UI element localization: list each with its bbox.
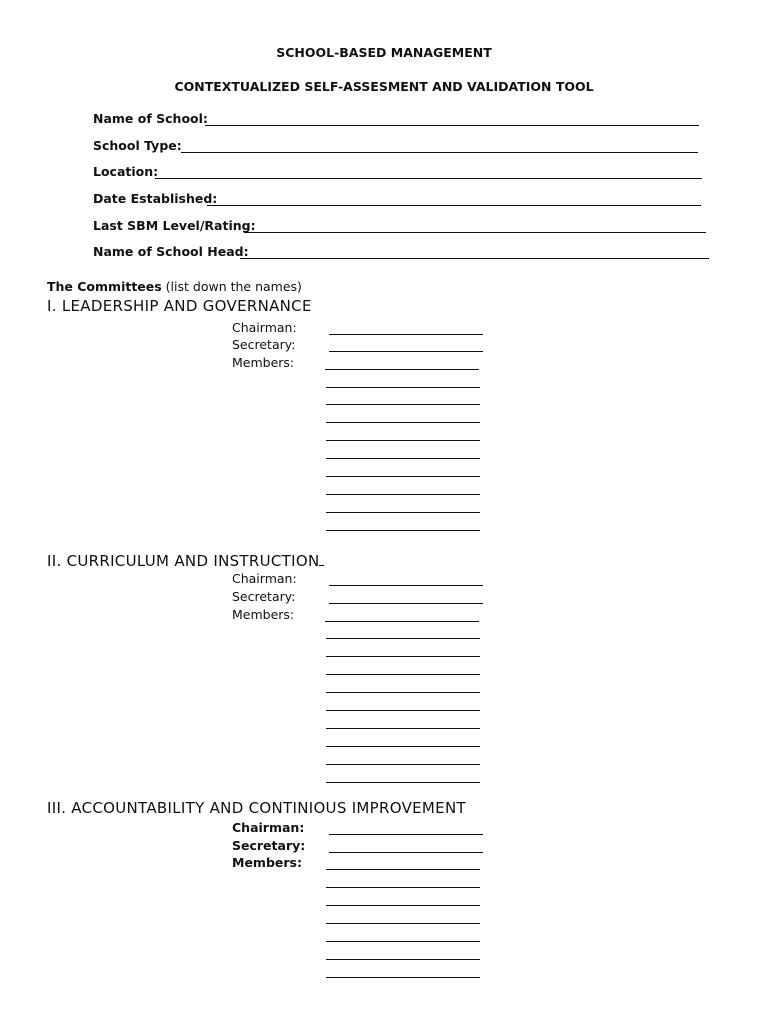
members-label: Members: [232, 607, 295, 622]
secretary-label: Secretary: [232, 838, 306, 853]
document-title: SCHOOL-BASED MANAGEMENT [276, 45, 492, 60]
member-line[interactable] [326, 869, 480, 870]
section-title: III. ACCOUNTABILITY AND CONTINIOUS IMPROVEMENT [47, 799, 466, 817]
secretary-line[interactable] [329, 852, 483, 853]
location-line[interactable] [155, 178, 702, 179]
member-line[interactable] [325, 369, 479, 370]
member-line[interactable] [326, 440, 480, 441]
date-established-label: Date Established: [93, 191, 218, 206]
location-label: Location: [93, 164, 159, 179]
member-line[interactable] [326, 404, 480, 405]
member-line[interactable] [326, 638, 480, 639]
members-label: Members: [232, 855, 302, 870]
chairman-label: Chairman: [232, 820, 305, 835]
name-of-school-head-label: Name of School Head: [93, 244, 249, 259]
member-line[interactable] [326, 494, 480, 495]
member-line[interactable] [326, 422, 480, 423]
date-established-line[interactable] [207, 205, 701, 206]
member-line[interactable] [325, 621, 479, 622]
committees-heading: The Committees [47, 279, 162, 294]
member-line[interactable] [326, 887, 480, 888]
chairman-line[interactable] [329, 834, 483, 835]
member-line[interactable] [326, 692, 480, 693]
chairman-label: Chairman: [232, 571, 297, 586]
name-of-school-line[interactable] [205, 125, 699, 126]
committees-intro [47, 279, 302, 294]
section-title: II. CURRICULUM AND INSTRUCTION [47, 551, 324, 570]
member-line[interactable] [326, 656, 480, 657]
committees-instruction: (list down the names) [161, 279, 302, 294]
last-sbm-level-label: Last SBM Level/Rating: [93, 218, 256, 233]
member-line[interactable] [326, 387, 480, 388]
member-line[interactable] [326, 764, 480, 765]
members-label: Members: [232, 355, 295, 370]
secretary-label: Secretary: [232, 337, 296, 352]
member-line[interactable] [326, 476, 480, 477]
secretary-line[interactable] [329, 351, 483, 352]
chairman-line[interactable] [329, 334, 483, 335]
name-of-school-head-line[interactable] [240, 258, 709, 259]
last-sbm-level-line[interactable] [244, 232, 706, 233]
member-line[interactable] [326, 923, 480, 924]
secretary-line[interactable] [329, 603, 483, 604]
member-line[interactable] [326, 710, 480, 711]
member-line[interactable] [326, 959, 480, 960]
member-line[interactable] [326, 941, 480, 942]
member-line[interactable] [326, 905, 480, 906]
member-line[interactable] [326, 746, 480, 747]
document-subtitle: CONTEXTUALIZED SELF-ASSESMENT AND VALIDATION TOOL [174, 79, 594, 94]
secretary-label: Secretary: [232, 589, 296, 604]
member-line[interactable] [326, 674, 480, 675]
chairman-line[interactable] [329, 585, 483, 586]
section-title: I. LEADERSHIP AND GOVERNANCE [47, 297, 312, 315]
member-line[interactable] [326, 530, 480, 531]
member-line[interactable] [326, 458, 480, 459]
member-line[interactable] [326, 977, 480, 978]
chairman-label: Chairman: [232, 320, 297, 335]
school-type-label: School Type: [93, 138, 182, 153]
name-of-school-label: Name of School: [93, 111, 208, 126]
member-line[interactable] [326, 782, 480, 783]
member-line[interactable] [326, 512, 480, 513]
member-line[interactable] [326, 728, 480, 729]
school-type-line[interactable] [181, 152, 698, 153]
